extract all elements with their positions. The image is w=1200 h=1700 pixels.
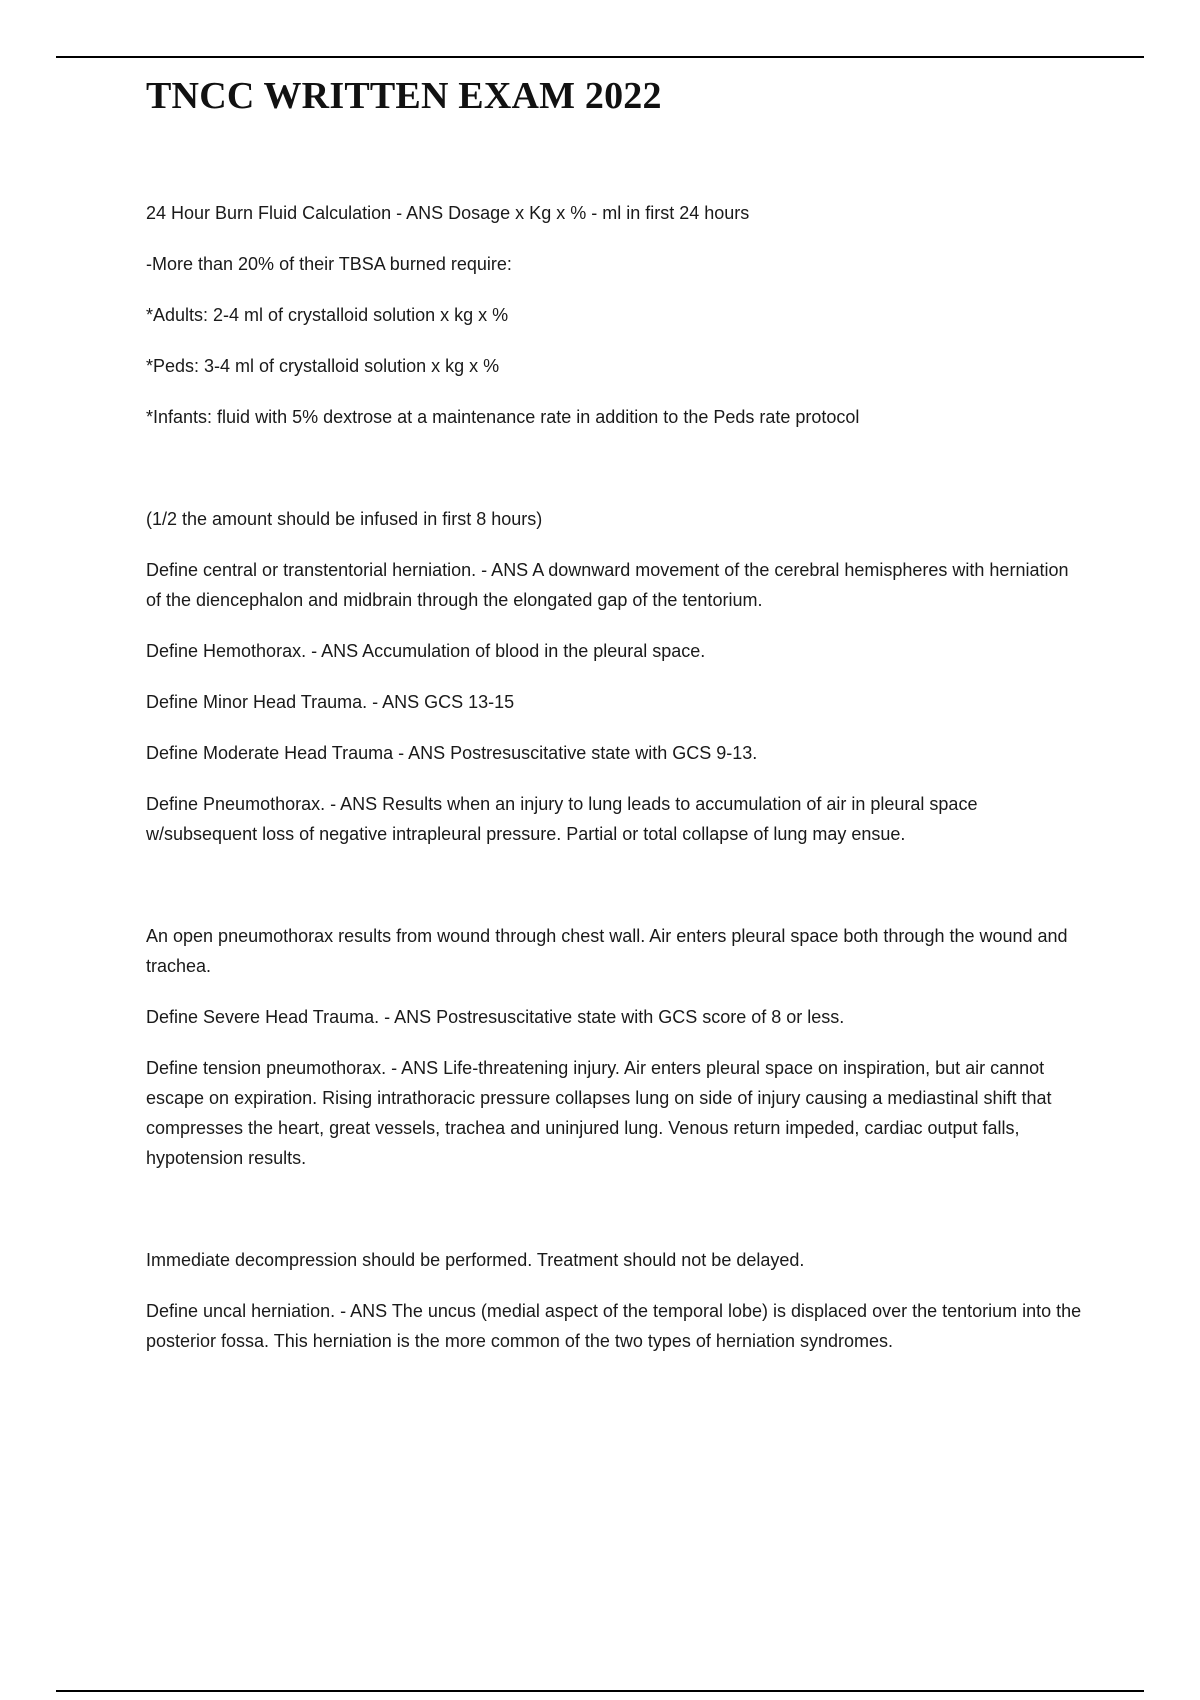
paragraph-uncal-herniation: Define uncal herniation. - ANS The uncus (medial aspect of the temporal lobe) is displaced over the tentorium into the posterior fossa. This herniation is the more common of the two types of herniation syndromes. <box>146 1301 1082 1351</box>
paragraph-infusion-note: (1/2 the amount should be infused in first 8 hours) <box>146 509 543 529</box>
paragraph-hemothorax: Define Hemothorax. - ANS Accumulation of blood in the pleural space. <box>146 641 706 661</box>
paragraph-burn-fluid-calculation: 24 Hour Burn Fluid Calculation - ANS Dosage x Kg x % - ml in first 24 hours <box>146 203 750 223</box>
paragraph-peds-rate: *Peds: 3-4 ml of crystalloid solution x kg x % <box>146 356 500 376</box>
header-rule <box>56 56 1144 58</box>
paragraph-severe-head-trauma: Define Severe Head Trauma. - ANS Postresuscitative state with GCS score of 8 or less. <box>146 1007 845 1027</box>
paragraph-open-pneumothorax: An open pneumothorax results from wound through chest wall. Air enters pleural space both through the wound and trachea. <box>146 926 1068 976</box>
paragraph-adults-rate: *Adults: 2-4 ml of crystalloid solution x kg x % <box>146 305 509 325</box>
paragraph-minor-head-trauma: Define Minor Head Trauma. - ANS GCS 13-15 <box>146 692 515 712</box>
footer-rule <box>56 1690 1144 1692</box>
paragraph-tension-pneumothorax: Define tension pneumothorax. - ANS Life-threatening injury. Air enters pleural space on inspiration, but air cannot escape on expiration. Rising intrathoracic pressure collapses lung on side of injury causing a mediastinal shift that compresses the heart, great vessels, trachea and uninjured lung. Venous return impeded, cardiac output falls, hypotension results. <box>146 1058 1052 1168</box>
paragraph-infants-rate: *Infants: fluid with 5% dextrose at a maintenance rate in addition to the Peds rate protocol <box>146 407 860 427</box>
paragraph-moderate-head-trauma: Define Moderate Head Trauma - ANS Postresuscitative state with GCS 9-13. <box>146 743 758 763</box>
document-body <box>146 198 1086 1377</box>
paragraph-pneumothorax: Define Pneumothorax. - ANS Results when an injury to lung leads to accumulation of air in pleural space w/subsequent loss of negative intrapleural pressure. Partial or total collapse of lung may ensue. <box>146 794 978 844</box>
paragraph-central-herniation: Define central or transtentorial herniation. - ANS A downward movement of the cerebral hemispheres with herniation of the diencephalon and midbrain through the elongated gap of the tentorium. <box>146 560 1069 610</box>
document-title: TNCC WRITTEN EXAM 2022 <box>146 75 662 117</box>
paragraph-tbsa-requirement: -More than 20% of their TBSA burned require: <box>146 254 512 274</box>
paragraph-immediate-decompression: Immediate decompression should be performed. Treatment should not be delayed. <box>146 1250 805 1270</box>
